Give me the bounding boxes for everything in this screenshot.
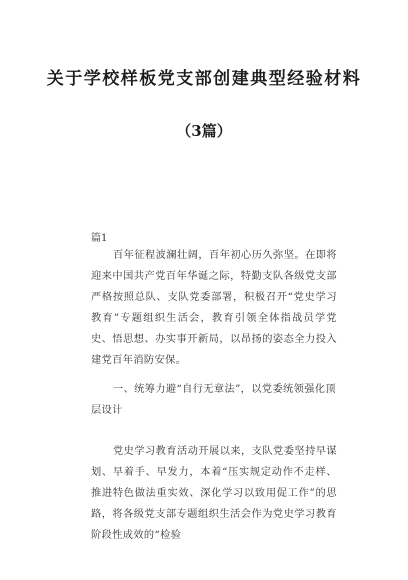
paragraph-1: 百年征程波澜壮阔，百年初心历久弥坚。在即将迎来中国共产党百年华诞之际，特勤支队各级党支部严格按照总队、支队党委部署，积极召开“党史学习教育”专题组织生活会，教育引领全体指战员学党史、悟思想、办实事开新局，以昂扬的姿态全力投入建党百年消防安保。 — [91, 250, 337, 366]
document-subtitle: （3篇） — [176, 122, 232, 140]
document-title: 关于学校样板党支部创建典型经验材料 — [46, 69, 362, 89]
section-heading-1: 一、统筹力避“自行无章法”，以党委统领强化顶层设计 — [91, 384, 336, 416]
section-label: 篇1 — [91, 233, 108, 244]
paragraph-2: 党史学习教育活动开展以来，支队党委坚持早谋划、早着手、早发力，本着“压实规定动作不走样、推进特色做法重实效、深化学习以致用促工作”的思路，将各级党支部专题组织生活会作为党史学习教育阶段性成效的“检验 — [91, 446, 337, 541]
